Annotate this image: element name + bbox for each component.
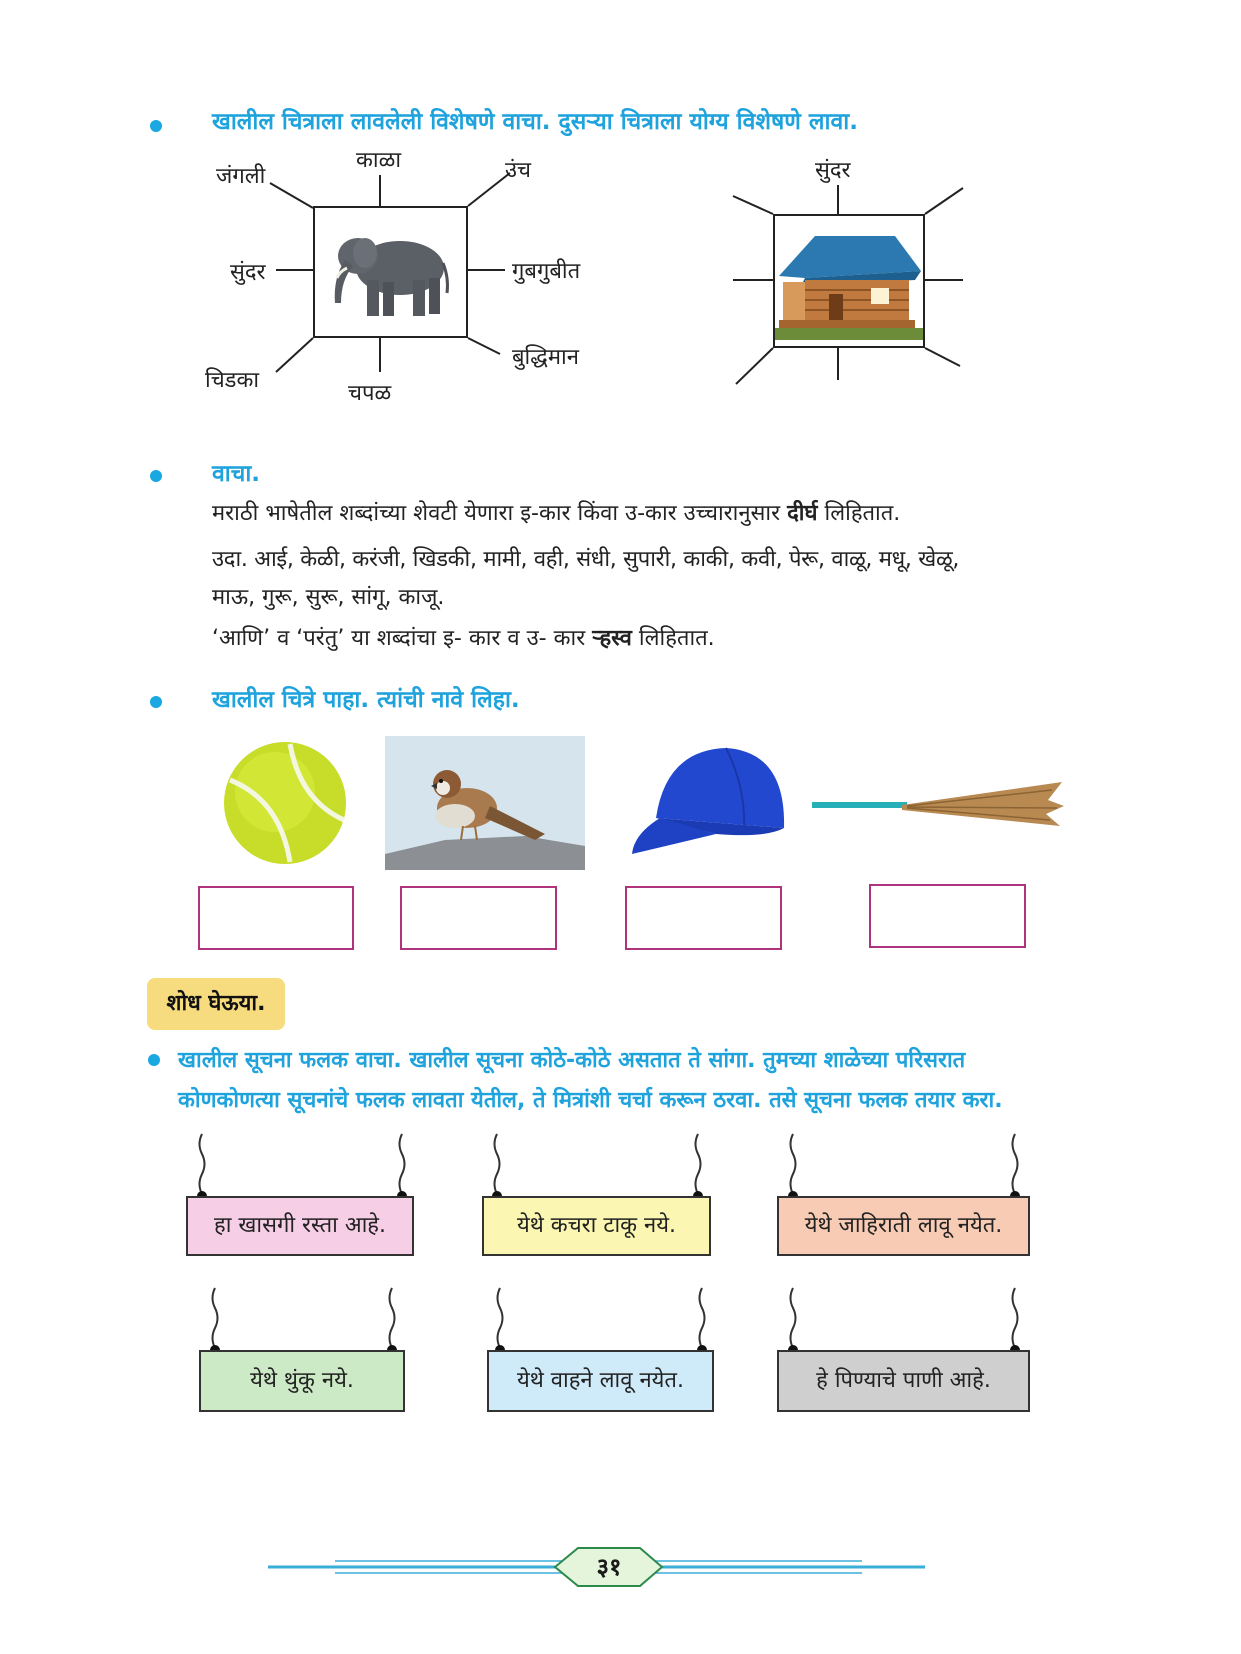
name-answer-box[interactable]	[400, 886, 557, 950]
activity-tag: शोध घेऊया.	[147, 978, 285, 1030]
adjective-right: गुबगुबीत	[512, 259, 581, 284]
rule-text: मराठी भाषेतील शब्दांच्या शेवटी येणारा इ-कार किंवा उ-कार उच्चारानुसार	[212, 501, 788, 526]
section2-heading: वाचा.	[212, 461, 261, 487]
bullet	[148, 1054, 160, 1066]
rule-text: ‘आणि’ व ‘परंतु’ या शब्दांचा इ- कार व उ- कार	[212, 626, 593, 651]
bullet	[150, 696, 162, 708]
adjective-bottom-right: बुद्धिमान	[512, 345, 579, 370]
section3-instruction: खालील चित्रे पाहा. त्यांची नावे लिहा.	[212, 687, 520, 713]
elephant-picture	[313, 206, 468, 338]
examples-line-1: उदा. आई, केळी, करंजी, खिडकी, मामी, वही, संधी, सुपारी, काकी, कवी, पेरू, वाळू, मधू, खेळू,	[212, 547, 960, 572]
tennis-ball-picture	[220, 740, 350, 866]
rule-text: लिहितात.	[817, 501, 901, 526]
name-answer-box[interactable]	[869, 884, 1026, 948]
adjective-top-left: जंगली	[216, 164, 266, 189]
adjective-bottom: चपळ	[348, 381, 392, 406]
page-number: ३१	[596, 1553, 622, 1581]
rule-bold: दीर्घ	[787, 501, 818, 526]
rule-bold: ऱ्हस्व	[592, 626, 632, 651]
bullet	[150, 470, 162, 482]
examples-line-2: माऊ, गुरू, सुरू, सांगू, काजू.	[212, 585, 445, 610]
adjective-left: सुंदर	[230, 260, 266, 285]
section4-instruction-line1: खालील सूचना फलक वाचा. खालील सूचना कोठे-कोठे असतात ते सांगा. तुमच्या शाळेच्या परिसरात	[178, 1048, 966, 1073]
house-picture	[773, 214, 925, 348]
adjective-diagram-lines	[0, 0, 1241, 460]
adjective-top-right: उंच	[505, 158, 532, 183]
cap-picture	[626, 738, 788, 862]
broom-picture	[812, 760, 1067, 850]
house-adjective-top: सुंदर	[815, 158, 851, 183]
adjective-top: काळा	[356, 148, 402, 173]
adjective-bottom-left: चिडका	[205, 368, 260, 393]
notice-sign: येथे जाहिराती लावू नयेत.	[777, 1196, 1030, 1256]
notice-sign: येथे वाहने लावू नयेत.	[487, 1350, 714, 1412]
rule-text: लिहितात.	[631, 626, 715, 651]
notice-sign: येथे कचरा टाकू नये.	[482, 1196, 711, 1256]
notice-sign: येथे थुंकू नये.	[199, 1350, 405, 1412]
notice-sign: हे पिण्याचे पाणी आहे.	[777, 1350, 1030, 1412]
sparrow-picture	[385, 736, 585, 870]
notice-sign: हा खासगी रस्ता आहे.	[186, 1196, 414, 1256]
section4-instruction-line2: कोणकोणत्या सूचनांचे फलक लावता येतील, ते मित्रांशी चर्चा करून ठरवा. तसे सूचना फलक तयार करा.	[178, 1088, 1003, 1113]
name-answer-box[interactable]	[198, 886, 354, 950]
name-answer-box[interactable]	[625, 886, 782, 950]
rule-paragraph-1	[212, 492, 900, 536]
rule-paragraph-2	[212, 617, 715, 661]
section1-instruction: खालील चित्राला लावलेली विशेषणे वाचा. दुसऱ्या चित्राला योग्य विशेषणे लावा.	[212, 109, 858, 135]
